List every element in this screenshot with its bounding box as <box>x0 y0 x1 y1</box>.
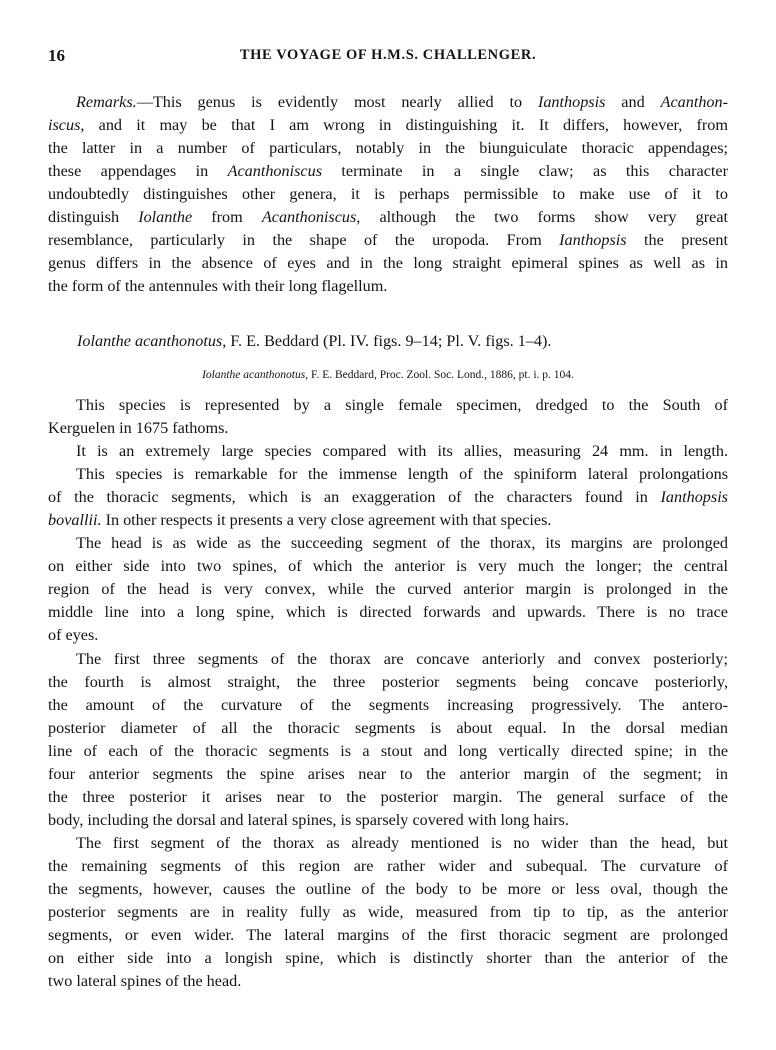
p5-line-6: four anterior segments the spine arises near to the anterior margin of the segment; in <box>48 765 728 783</box>
remarks-line-9: the form of the antennules with their long flagellum. <box>48 277 388 295</box>
p4-line-3: region of the head is very convex, while the curved anterior margin is prolonged in the <box>48 580 728 598</box>
p4-line-1: The head is as wide as the succeeding segment of the thorax, its margins are prolonged <box>76 534 728 552</box>
p4-line-4: middle line into a long spine, which is directed forwards and upwards. There is no trace <box>48 603 728 621</box>
remarks-line-3: the latter in a number of particulars, notably in the biunguiculate thoracic appendages; <box>48 139 728 157</box>
p6-line-4: posterior segments are in reality fully as wide, measured from tip to tip, as the anterior <box>48 903 728 921</box>
page-header <box>48 46 728 68</box>
page-number: 16 <box>48 46 65 65</box>
species-heading <box>77 330 551 352</box>
p6-line-5: segments, or even wider. The lateral margins of the first thoracic segment are prolonged <box>48 926 728 944</box>
p5-line-5: line of each of the thoracic segments is a stout and long vertically directed spine; in the <box>48 742 728 760</box>
remarks-line-5: undoubtedly distinguishes other genera, it is perhaps permissible to make use of it to <box>48 185 728 203</box>
remarks-line-6: distinguish Iolanthe from Acanthoniscus, although the two forms show very great <box>48 208 729 226</box>
p6-line-3: the segments, however, causes the outline of the body to be more or less oval, though the <box>48 880 728 898</box>
p5-line-2: the fourth is almost straight, the three posterior segments being concave posteriorly, <box>48 673 728 691</box>
p6-line-7: two lateral spines of the head. <box>48 972 242 990</box>
p6-line-6: on either side into a longish spine, which is distinctly shorter than the anterior of the <box>48 949 728 967</box>
species-citation: Iolanthe acanthonotus, F. E. Beddard, Proc. Zool. Soc. Lond., 1886, pt. i. p. 104. <box>202 369 574 381</box>
running-title: THE VOYAGE OF H.M.S. CHALLENGER. <box>239 47 537 63</box>
p5-line-7: the three posterior it arises near to the posterior margin. The general surface of the <box>48 788 728 806</box>
p3-line-2: of the thoracic segments, which is an exaggeration of the characters found in Ianthopsis <box>48 488 728 506</box>
p6-line-1: The first segment of the thorax as already mentioned is no wider than the head, but <box>76 834 728 852</box>
remarks-line-8: genus differs in the absence of eyes and in the long straight epimeral spines as well as in <box>48 254 728 272</box>
remarks-line-1: Remarks.—This genus is evidently most nearly allied to Ianthopsis and Acanthon- <box>76 93 728 111</box>
remarks-line-7: resemblance, particularly in the shape of the uropoda. From Ianthopsis the present <box>48 231 728 249</box>
p5-line-1: The first three segments of the thorax are concave anteriorly and convex posteriorly; <box>76 650 728 668</box>
p5-line-8: body, including the dorsal and lateral spines, is sparsely covered with long hairs. <box>48 811 569 829</box>
remarks-line-2: iscus, and it may be that I am wrong in distinguishing it. It differs, however, from <box>48 116 728 134</box>
species-name: Iolanthe acanthonotus <box>77 332 223 350</box>
p3-line-3: bovallii. In other respects it presents a very close agreement with that species. <box>48 511 552 529</box>
p6-line-2: the remaining segments of this region are rather wider and subequal. The curvature of <box>48 857 728 875</box>
p1-line-1: This species is represented by a single female specimen, dredged to the South of <box>76 396 728 414</box>
p1-line-2: Kerguelen in 1675 fathoms. <box>48 419 229 437</box>
species-authority: , F. E. Beddard (Pl. IV. figs. 9–14; Pl. V. figs. 1–4). <box>222 332 552 350</box>
remarks-label: Remarks. <box>76 93 137 111</box>
p4-line-5: of eyes. <box>48 626 99 644</box>
p3-line-1: This species is remarkable for the immense length of the spiniform lateral prolongations <box>76 465 728 483</box>
p5-line-3: the amount of the curvature of the segments increasing progressively. The antero- <box>48 696 728 714</box>
remarks-line-4: these appendages in Acanthoniscus terminate in a single claw; as this character <box>48 162 729 180</box>
p2-line-1: It is an extremely large species compared with its allies, measuring 24 mm. in length. <box>76 442 728 460</box>
p4-line-2: on either side into two spines, of which the anterior is very much the longer; the central <box>48 557 728 575</box>
p5-line-4: posterior diameter of all the thoracic segments is about equal. In the dorsal median <box>48 719 728 737</box>
